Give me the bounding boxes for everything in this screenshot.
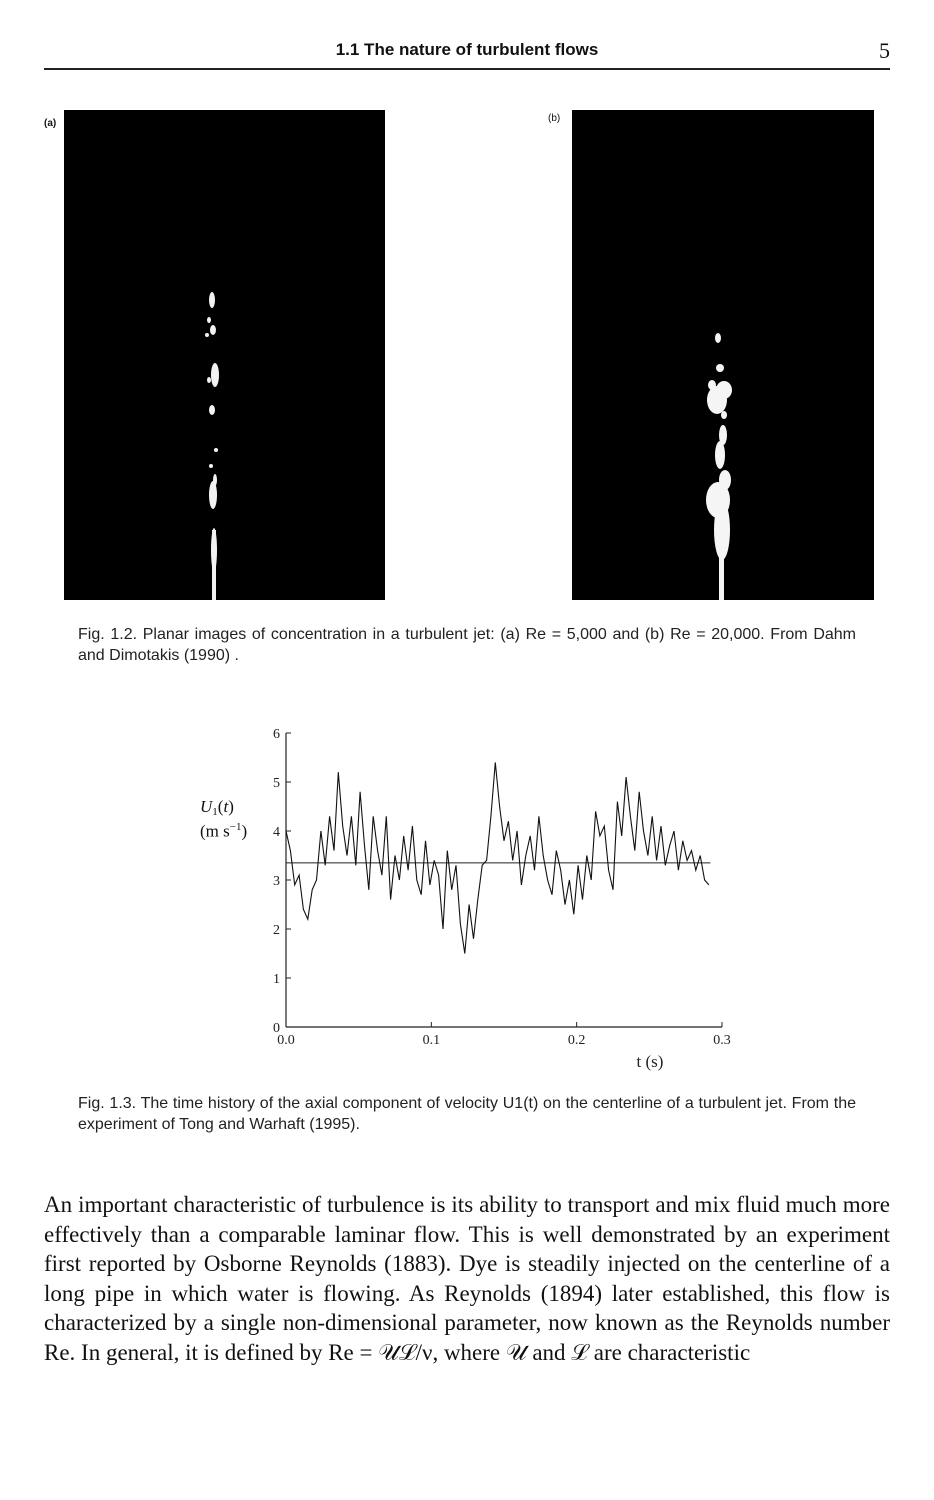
- y-tick-label: 6: [273, 727, 280, 742]
- velocity-chart-svg: [190, 715, 750, 1075]
- figure-1-3-caption: Fig. 1.3. The time history of the axial component of velocity U1(t) on the centerline of a turbulent jet. From the experiment of Tong and Warhaft (1995).: [78, 1095, 856, 1133]
- x-tick-label: 0.2: [567, 1033, 586, 1048]
- y-tick-label: 5: [273, 776, 280, 791]
- y-tick-label: 1: [273, 972, 280, 987]
- jet-plume-a: [64, 110, 385, 600]
- panel-b-label: (b): [548, 113, 561, 124]
- velocity-chart: [190, 715, 750, 1075]
- y-tick-label: 0: [273, 1021, 280, 1036]
- y-tick-label: 4: [273, 825, 280, 840]
- velocity-series-line: [286, 762, 709, 953]
- jet-plume-b: [572, 110, 874, 600]
- jet-image-b: [572, 110, 874, 600]
- y-tick-label: 3: [273, 874, 280, 889]
- y-axis-label-line2: (m $s^{-1}$): [200, 821, 248, 841]
- header-rule: [44, 68, 890, 70]
- x-tick-label: 0.3: [713, 1033, 731, 1048]
- running-header-title: 1.1 The nature of turbulent flows: [335, 40, 599, 59]
- body-paragraph: An important characteristic of turbulence is its ability to transport and mix fluid much more effectively than a comparable laminar flow. This is well demonstrated by an experiment first reported by Osborne Reynolds (1883). Dye is steadily injected on the centerline of a long pipe in which water is flowing. As Reynolds (1894) later established, this flow is characterized by a single non-dimensional parameter, now known as the Reynolds number Re. In general, it is defined by Re = 𝒰ℒ/ν, where 𝒰 and ℒ are characteristic: [44, 1192, 890, 1365]
- panel-a-label: (a): [44, 118, 57, 129]
- y-tick-label: 2: [273, 923, 280, 938]
- page-number: 5: [879, 38, 890, 63]
- x-tick-label: 0.1: [422, 1033, 441, 1048]
- x-tick-label: 0.0: [277, 1033, 295, 1048]
- jet-image-a: [64, 110, 385, 600]
- figure-1-2-caption: Fig. 1.2. Planar images of concentration in a turbulent jet: (a) Re = 5,000 and (b) Re = 20,000. From Dahm and Dimotakis (1990) .: [78, 626, 856, 664]
- y-axis-label-line1: U1(t): [200, 797, 234, 818]
- x-axis-label: t (s): [636, 1052, 664, 1071]
